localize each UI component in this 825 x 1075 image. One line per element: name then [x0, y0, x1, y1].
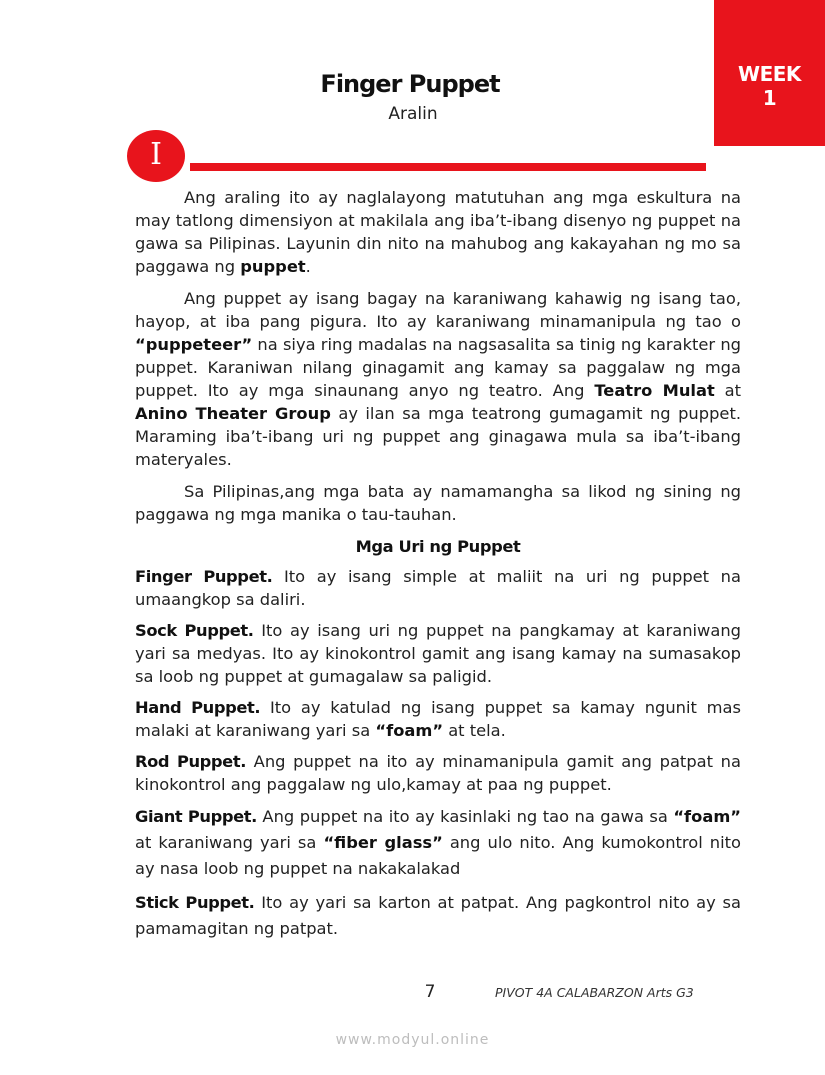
puppet-type-stick — [135, 890, 741, 942]
foam-term: “foam” — [375, 721, 444, 740]
definition-text: Ang puppet ay isang bagay na karaniwang kahawig ng isang tao, hayop, at iba pang pigura. Ito ay karaniwang minamanipula ng tao o — [135, 289, 741, 331]
footer-label: PIVOT 4A CALABARZON Arts G3 — [495, 985, 694, 1000]
puppet-type-desc: Ito ay isang simple at maliit na uri ng puppet na umaangkop sa daliri. — [135, 567, 741, 609]
intro-text-end: . — [305, 257, 311, 276]
fiber-glass-term: “fiber glass” — [323, 833, 443, 852]
types-heading: Mga Uri ng Puppet — [355, 537, 521, 556]
section-divider — [190, 163, 706, 171]
watermark: www.modyul.online — [335, 1032, 490, 1048]
puppet-type-desc: at tela. — [443, 721, 506, 740]
puppet-type-giant — [135, 804, 741, 882]
puppet-type-desc: Ito ay isang uri ng puppet na pangkamay at karaniwang yari sa medyas. Ito ay kinokontrol gamit ang isang kamay na sumasakop sa loob ng puppet at gumagalaw sa paligid. — [135, 621, 741, 686]
puppet-type-term: Giant Puppet. — [135, 807, 257, 826]
puppet-type-term: Sock Puppet. — [135, 621, 254, 640]
intro-bold-term: puppet — [240, 257, 306, 276]
puppet-type-rod — [135, 750, 741, 796]
puppet-type-desc: at karaniwang yari sa — [135, 833, 324, 852]
page-title: Finger Puppet — [320, 70, 500, 98]
puppet-type-term: Rod Puppet. — [135, 752, 246, 771]
section-letter-badge: I — [127, 130, 185, 182]
definition-text: at — [714, 381, 742, 400]
puppeteer-term: “puppeteer” — [135, 335, 253, 354]
foam-term: “foam” — [673, 807, 741, 826]
puppet-type-sock — [135, 619, 741, 688]
puppet-type-desc: Ito ay yari sa karton at patpat. Ang pagkontrol nito ay sa pamamagitan ng patpat. — [135, 893, 741, 938]
week-badge — [714, 0, 825, 146]
lesson-body — [135, 186, 741, 950]
puppet-type-desc: Ang puppet na ito ay kasinlaki ng tao na gawa sa — [256, 807, 674, 826]
puppet-type-desc: ang ulo nito. Ang kumokontrol nito ay nasa loob ng puppet na nakakalakad — [135, 833, 741, 878]
philippines-paragraph: Sa Pilipinas,ang mga bata ay namamangha sa likod ng sining ng paggawa ng mga manika o tau-tauhan. — [135, 482, 741, 524]
puppet-type-desc: Ang puppet na ito ay minamanipula gamit ang patpat na kinokontrol ang paggalaw ng ulo,kamay at paa ng puppet. — [135, 752, 741, 794]
puppet-type-term: Finger Puppet. — [135, 567, 273, 586]
anino-theater-term: Anino Theater Group — [135, 404, 331, 423]
puppet-type-desc: Ito ay katulad ng isang puppet sa kamay ngunit mas malaki at karaniwang yari sa — [135, 698, 741, 740]
week-number: 1 — [762, 86, 777, 110]
intro-text: Ang araling ito ay naglalayong matutuhan ang mga eskultura na may tatlong dimensiyon at makilala ang iba’t-ibang disenyo ng puppet na gawa sa Pilipinas. Layunin din nito na mahubog ang kakayahan ng mo sa paggawa ng — [135, 188, 741, 276]
definition-text: na siya ring madalas na nagsasalita sa tinig ng karakter ng puppet. Karaniwan nilang ginagamit ang kamay sa paggalaw ng mga puppet. Ito ay mga sinaunang anyo ng teatro. Ang — [135, 335, 741, 400]
teatro-mulat-term: Teatro Mulat — [594, 381, 715, 400]
week-label: WEEK — [738, 62, 801, 86]
definition-paragraph — [135, 287, 741, 471]
page-number: 7 — [424, 982, 436, 1002]
puppet-type-term: Stick Puppet. — [135, 893, 255, 912]
intro-paragraph — [135, 186, 741, 278]
puppet-type-hand — [135, 696, 741, 742]
puppet-type-term: Hand Puppet. — [135, 698, 261, 717]
page-subtitle: Aralin — [388, 104, 438, 124]
definition-text: ay ilan sa mga teatrong gumagamit ng puppet. Maraming iba’t-ibang uri ng puppet ang ginagawa mula sa iba’t-ibang materyales. — [135, 404, 741, 469]
puppet-type-finger — [135, 565, 741, 611]
